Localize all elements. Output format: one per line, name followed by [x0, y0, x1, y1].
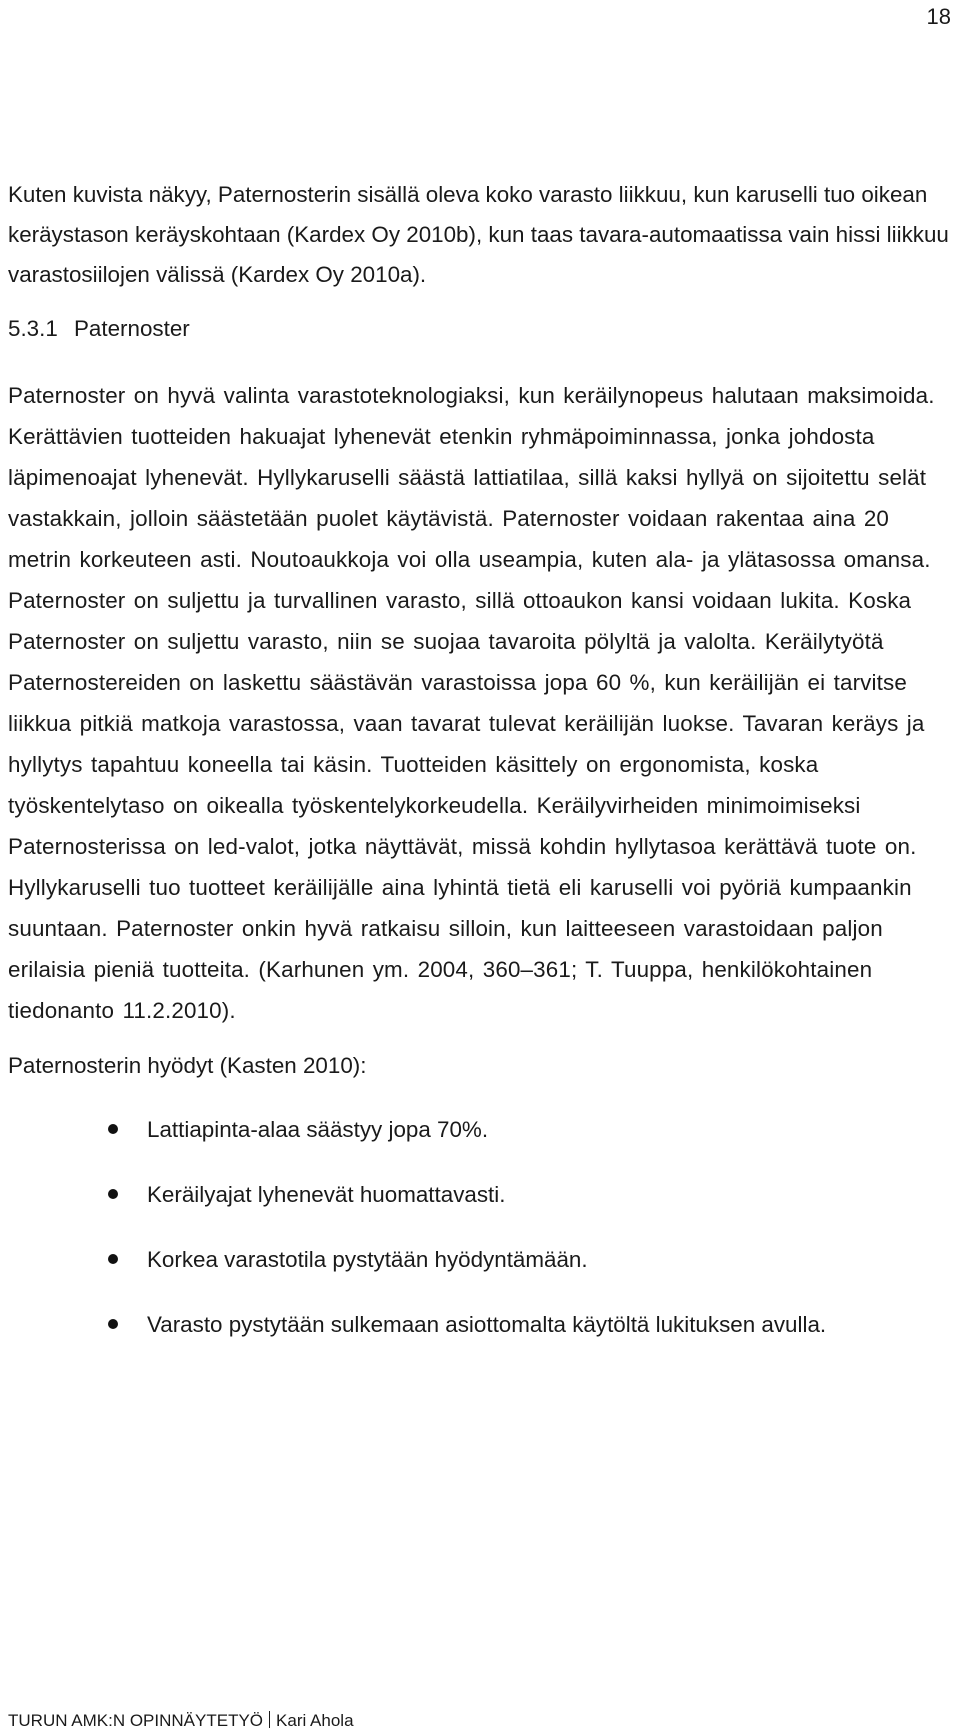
section-number: 5.3.1 [8, 315, 58, 341]
bullet-icon [108, 1254, 118, 1264]
list-item-text: Lattiapinta-alaa säästyy jopa 70%. [147, 1116, 489, 1142]
paragraph-intro: Kuten kuvista näkyy, Paternosterin sisällä oleva koko varasto liikkuu, kun karuselli tuo oikean keräystason keräyskohtaan (Kardex Oy 2010b), kun taas tavara-automaatissa vain hissi liikkuu varastosiilojen välissä (Kardex Oy 2010a). [8, 182, 949, 287]
benefits-list [0, 1110, 960, 1345]
bullet-icon [108, 1189, 118, 1199]
list-item [147, 1110, 945, 1150]
bullet-icon [108, 1124, 118, 1134]
page-footer [8, 1710, 354, 1732]
list-item [147, 1305, 945, 1345]
list-intro: Paternosterin hyödyt (Kasten 2010): [8, 1052, 367, 1078]
list-item [147, 1175, 945, 1215]
list-item-text: Keräilyajat lyhenevät huomattavasti. [147, 1181, 506, 1207]
list-item [147, 1240, 945, 1280]
document-body [0, 175, 960, 1345]
section-heading [8, 309, 960, 349]
bullet-icon [108, 1319, 118, 1329]
page-number: 18 [926, 4, 951, 29]
footer-separator [269, 1711, 270, 1728]
list-item-text: Varasto pystytään sulkemaan asiottomalta käytöltä lukituksen avulla. [147, 1311, 827, 1337]
section-title: Paternoster [74, 315, 190, 341]
footer-institution: TURUN AMK:N OPINNÄYTETYÖ [8, 1711, 264, 1730]
paragraph-paternoster: Paternoster on hyvä valinta varastoteknologiaksi, kun keräilynopeus halutaan maksimoida. Kerättävien tuotteiden hakuajat lyhenevät etenkin ryhmäpoiminnassa, jonka johdosta läpimenoajat lyhenevät. Hyllykaruselli säästä lattiatilaa, sillä kaksi hyllyä on sijoitettu selät vastakkain, jolloin säästetään puolet käytävistä. Paternoster voidaan rakentaa aina 20 metrin korkeuteen asti. Noutoaukkoja voi olla useampia, kuten ala- ja ylätasossa omansa. Paternoster on suljettu ja turvallinen varasto, sillä ottoaukon kansi voidaan lukita. Koska Paternoster on suljettu varasto, niin se suojaa tavaroita pölyltä ja valolta. Keräilytyötä Paternostereiden on laskettu säästävän varastoissa jopa 60 %, kun keräilijän ei tarvitse liikkua pitkiä matkoja varastossa, vaan tavarat tulevat keräilijän luokse. Tavaran keräys ja hyllytys tapahtuu koneella tai käsin. Tuotteiden käsittely on ergonomista, koska työskentelytaso on oikealla työskentelykorkeudella. Keräilyvirheiden minimoimiseksi Paternosterissa on led-valot, jotka näyttävät, missä kohdin hyllytasoa kerättävä tuote on. Hyllykaruselli tuo tuotteet keräilijälle aina lyhintä tietä eli karuselli voi pyöriä kumpaankin suuntaan. Paternoster onkin hyvä ratkaisu silloin, kun laitteeseen varastoidaan paljon erilaisia pieniä tuotteita. (Karhunen ym. 2004, 360–361; T. Tuuppa, henkilökohtainen tiedonanto 11.2.2010). [8, 382, 935, 1023]
list-item-text: Korkea varastotila pystytään hyödyntämään. [147, 1246, 588, 1272]
footer-author: Kari Ahola [276, 1711, 354, 1730]
